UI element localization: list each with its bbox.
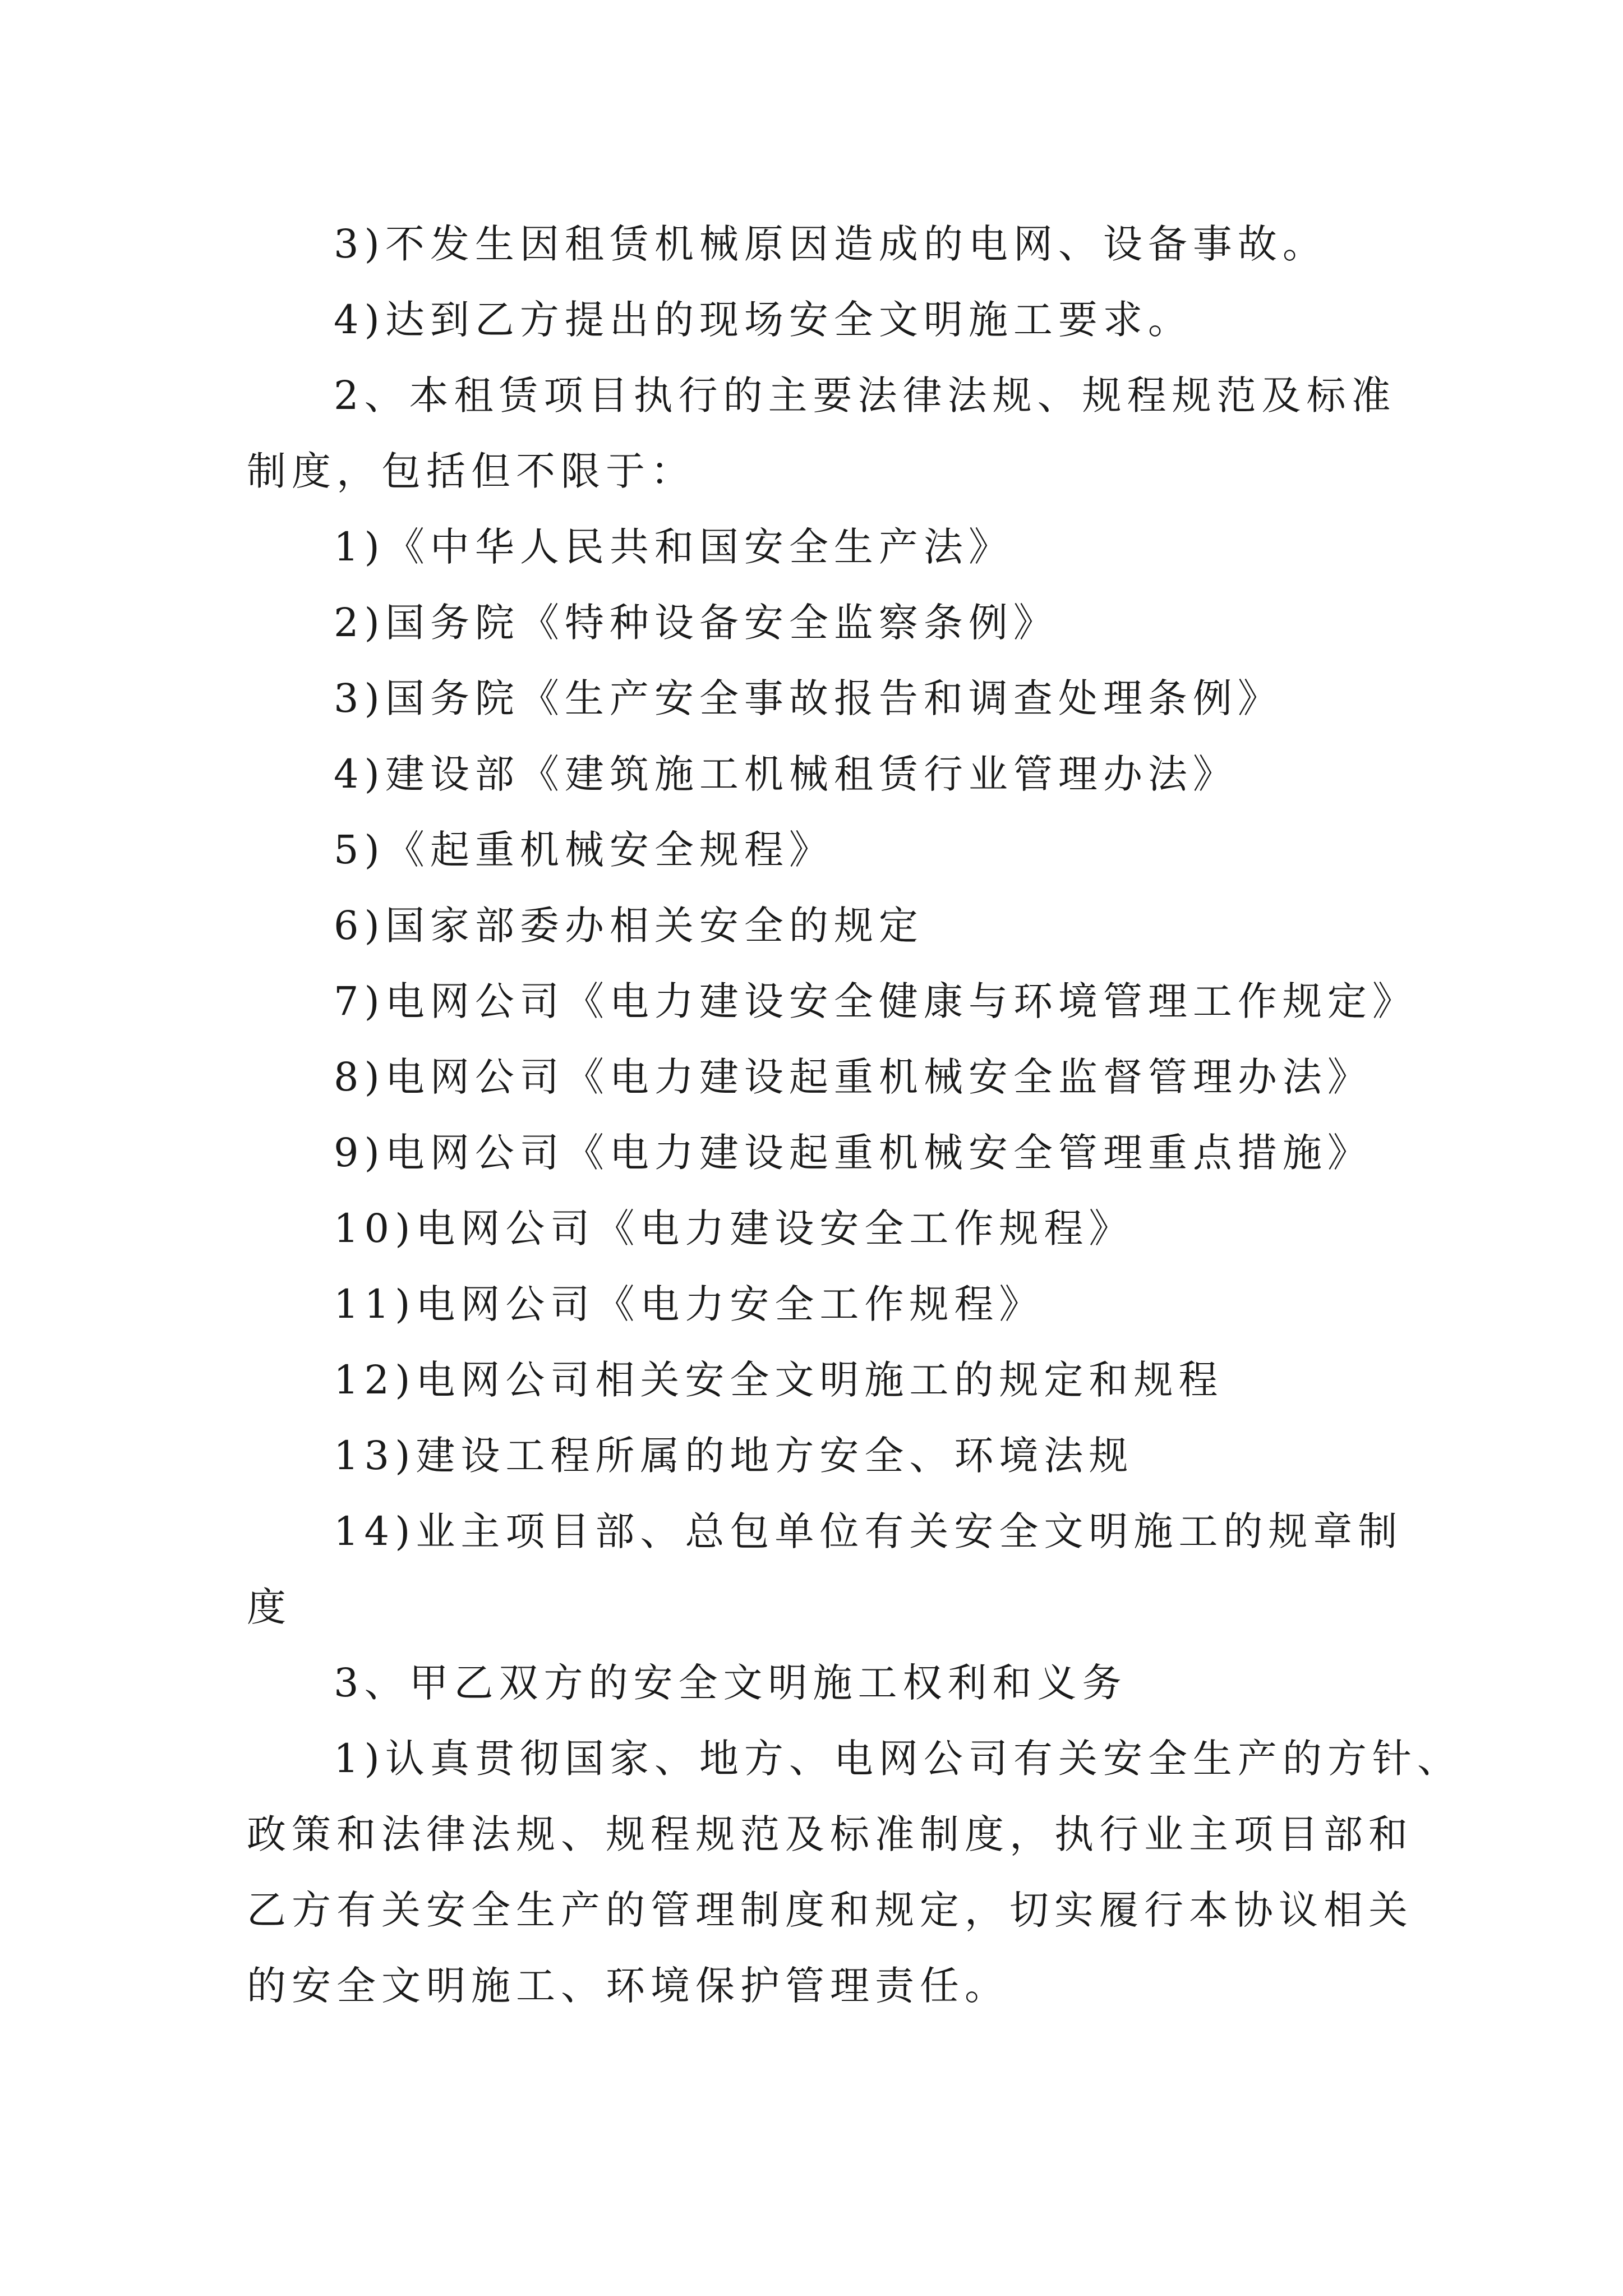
text-line: 5)《起重机械安全规程》 bbox=[334, 827, 834, 873]
text-line: 13)建设工程所属的地方安全、环境法规 bbox=[334, 1433, 1134, 1479]
text-line: 3)国务院《生产安全事故报告和调查处理条例》 bbox=[334, 675, 1283, 721]
text-line: 9)电网公司《电力建设起重机械安全管理重点措施》 bbox=[334, 1130, 1372, 1176]
text-line: 8)电网公司《电力建设起重机械安全监督管理办法》 bbox=[334, 1054, 1372, 1100]
text-line: 2)国务院《特种设备安全监察条例》 bbox=[334, 600, 1058, 646]
text-line: 11)电网公司《电力安全工作规程》 bbox=[334, 1281, 1044, 1327]
text-line: 14)业主项目部、总包单位有关安全文明施工的规章制 bbox=[334, 1508, 1403, 1554]
text-line: 的安全文明施工、环境保护管理责任。 bbox=[247, 1963, 1009, 2009]
text-line: 4)建设部《建筑施工机械租赁行业管理办法》 bbox=[334, 751, 1238, 797]
text-line: 政策和法律法规、规程规范及标准制度，执行业主项目部和 bbox=[247, 1811, 1413, 1857]
text-line: 1)认真贯彻国家、地方、电网公司有关安全生产的方针、 bbox=[334, 1736, 1462, 1782]
text-line: 乙方有关安全生产的管理制度和规定，切实履行本协议相关 bbox=[247, 1887, 1413, 1933]
text-line: 3、甲乙双方的安全文明施工权利和义务 bbox=[334, 1660, 1127, 1706]
text-line: 6)国家部委办相关安全的规定 bbox=[334, 903, 924, 949]
text-line: 4)达到乙方提出的现场安全文明施工要求。 bbox=[334, 297, 1193, 343]
text-line: 7)电网公司《电力建设安全健康与环境管理工作规定》 bbox=[334, 978, 1417, 1024]
text-line: 10)电网公司《电力建设安全工作规程》 bbox=[334, 1205, 1134, 1251]
text-line: 2、本租赁项目执行的主要法律法规、规程规范及标准 bbox=[334, 372, 1396, 418]
text-line: 12)电网公司相关安全文明施工的规定和规程 bbox=[334, 1357, 1224, 1403]
text-line: 1)《中华人民共和国安全生产法》 bbox=[334, 524, 1013, 570]
text-line: 3)不发生因租赁机械原因造成的电网、设备事故。 bbox=[334, 221, 1327, 267]
text-line: 制度，包括但不限于： bbox=[247, 448, 695, 494]
text-line: 度 bbox=[247, 1584, 292, 1630]
